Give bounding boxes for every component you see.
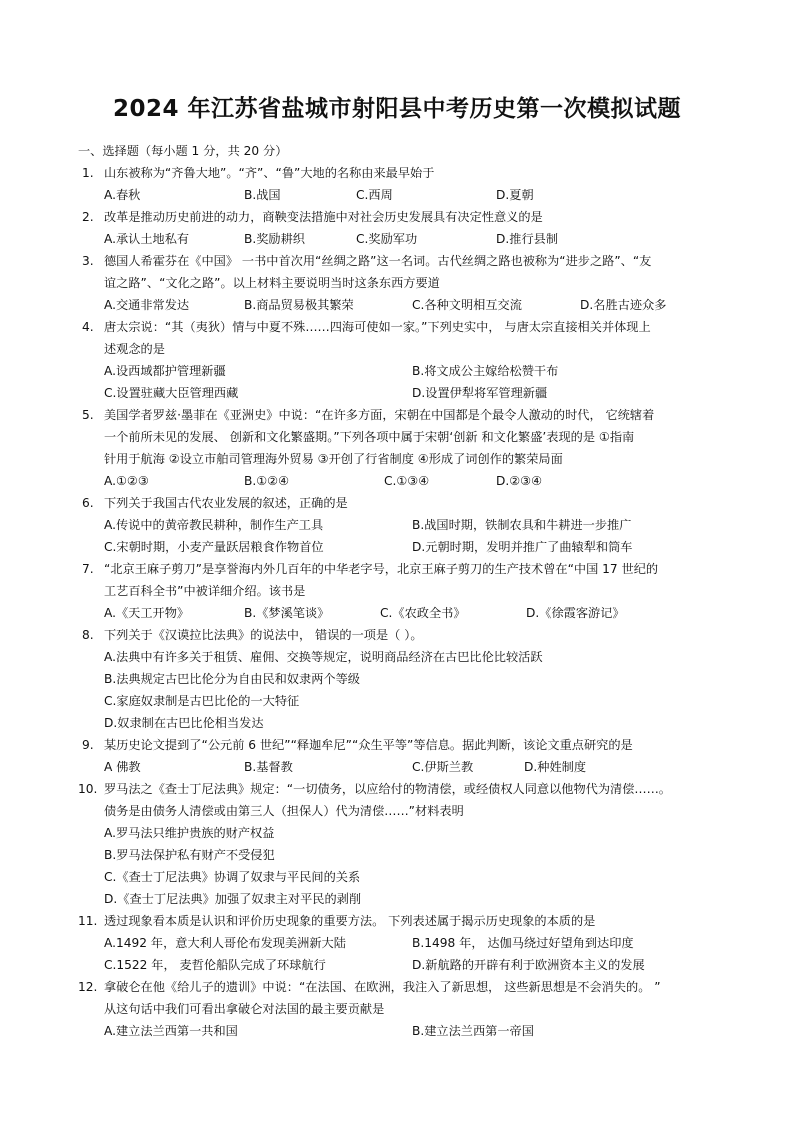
- question-number: 3.: [82, 254, 94, 268]
- page-title: 2024 年江苏省盐城市射阳县中考历史第一次模拟试题: [112, 96, 682, 122]
- question-1: [84, 162, 724, 184]
- options-row: [84, 536, 724, 558]
- question-stem: 下列关于《汉谟拉比法典》的说法中， 错误的一项是（ ）。: [104, 628, 423, 642]
- option-a: A 佛教: [104, 760, 141, 774]
- question-number: 4.: [82, 320, 94, 334]
- question-number: 2.: [82, 210, 94, 224]
- option-c: C.《农政全书》: [380, 606, 466, 620]
- question-stem: 一个前所未见的发展、 创新和文化繁盛期。”下列各项中属于宋朝‘创新 和文化繁盛’表现的是 ①指南: [104, 430, 635, 444]
- question-stem: 美国学者罗兹·墨菲在《亚洲史》中说：“在许多方面，宋朝在中国都是个最令人激动的时代， 它统辖着: [104, 408, 655, 422]
- option-c: C.家庭奴隶制是古巴比伦的一大特征: [104, 694, 300, 708]
- section-heading: 一、选择题（每小题 1 分，共 20 分）: [78, 144, 288, 158]
- option-a: A.①②③: [104, 474, 149, 488]
- option-d: D.设置伊犁将军管理新疆: [412, 386, 548, 400]
- question-2: [84, 206, 724, 228]
- question-8: [84, 624, 724, 646]
- options-row: [84, 514, 724, 536]
- option-a: A.建立法兰西第一共和国: [104, 1024, 238, 1038]
- option-a: A.承认土地私有: [104, 232, 190, 246]
- option-c: C.宋朝时期，小麦产量跃居粮食作物首位: [104, 540, 324, 554]
- options-row: [84, 932, 724, 954]
- option-b: B.建立法兰西第一帝国: [412, 1024, 534, 1038]
- question-stem: 债务是由债务人清偿或由第三人（担保人）代为清偿……”材料表明: [104, 804, 464, 818]
- question-stem: 谊之路”、“文化之路”。以上材料主要说明当时这条东西方要道: [104, 276, 440, 290]
- question-11: [78, 910, 724, 932]
- option-c: C.奖励军功: [356, 232, 418, 246]
- option-c: C.西周: [356, 188, 393, 202]
- options-row: [84, 602, 724, 624]
- question-stem: 从这句话中我们可看出拿破仑对法国的最主要贡献是: [104, 1002, 385, 1016]
- question-stem: “北京王麻子剪刀”是享誉海内外几百年的中华老字号，北京王麻子剪刀的生产技术曾在“中国 17 世纪的: [104, 562, 659, 576]
- question-7: [84, 558, 724, 602]
- options-row: [84, 954, 724, 976]
- question-6: [84, 492, 724, 514]
- option-c: C.①③④: [384, 474, 430, 488]
- question-number: 8.: [82, 628, 94, 642]
- option-b: B.基督教: [244, 760, 293, 774]
- question-stem: 山东被称为“齐鲁大地”。“齐”、“鲁”大地的名称由来最早始于: [104, 166, 435, 180]
- option-a: A.传说中的黄帝教民耕种，制作生产工具: [104, 518, 324, 532]
- option-d: D.推行县制: [496, 232, 559, 246]
- question-list: [78, 140, 724, 1042]
- question-number: 10.: [78, 782, 98, 796]
- option-a: A.《天工开物》: [104, 606, 190, 620]
- question-5: [84, 404, 724, 470]
- options-row: [84, 470, 724, 492]
- question-3: [84, 250, 724, 294]
- question-number: 1.: [82, 166, 94, 180]
- option-a: A.交通非常发达: [104, 298, 190, 312]
- question-stem: 下列关于我国古代农业发展的叙述，正确的是: [104, 496, 348, 510]
- option-a: A.春秋: [104, 188, 141, 202]
- option-c: C.1522 年， 麦哲伦船队完成了环球航行: [104, 958, 326, 972]
- option-d: D.种姓制度: [524, 760, 587, 774]
- option-c: C.设置驻藏大臣管理西藏: [104, 386, 239, 400]
- question-number: 6.: [82, 496, 94, 510]
- options-row: [84, 382, 724, 404]
- question-stem: 唐太宗说：“其（夷狄）情与中夏不殊……四海可使如一家。”下列史实中， 与唐太宗直接相关并体现上: [104, 320, 651, 334]
- question-stem: 述观念的是: [104, 342, 165, 356]
- question-stem: 工艺百科全书”中被详细介绍。该书是: [104, 584, 306, 598]
- option-d: D.奴隶制在古巴比伦相当发达: [104, 716, 264, 730]
- option-d: D.名胜古迹众多: [580, 298, 667, 312]
- question-stem: 德国人希霍芬在《中国》 一书中首次用“丝绸之路”这一名词。古代丝绸之路也被称为“进步之路”、“友: [104, 254, 652, 268]
- option-d: D.《查士丁尼法典》加强了奴隶主对平民的剥削: [104, 892, 362, 906]
- question-stem: 改革是推动历史前进的动力，商鞅变法措施中对社会历史发展具有决定性意义的是: [104, 210, 543, 224]
- option-b: B.战国: [244, 188, 281, 202]
- option-c: C.伊斯兰教: [412, 760, 474, 774]
- options-row: [84, 294, 724, 316]
- option-b: B.奖励耕织: [244, 232, 305, 246]
- option-b: B.罗马法保护私有财产不受侵犯: [104, 848, 275, 862]
- option-d: D.《徐霞客游记》: [526, 606, 625, 620]
- question-stem: 某历史论文提到了“公元前 6 世纪”“释迦牟尼”“众生平等”等信息。据此判断，该论文重点研究的是: [104, 738, 633, 752]
- question-stem: 透过现象看本质是认识和评价历史现象的重要方法。 下列表述属于揭示历史现象的本质的是: [104, 914, 596, 928]
- option-a: A.1492 年，意大利人哥伦布发现美洲新大陆: [104, 936, 346, 950]
- question-number: 11.: [78, 914, 98, 928]
- options-row: [84, 184, 724, 206]
- option-b: B.战国时期，铁制农具和牛耕进一步推广: [412, 518, 632, 532]
- option-b: B.1498 年， 达伽马绕过好望角到达印度: [412, 936, 634, 950]
- question-10: [78, 778, 724, 822]
- option-c: C.各种文明相互交流: [412, 298, 522, 312]
- option-d: D.②③④: [496, 474, 543, 488]
- option-d: D.新航路的开辟有利于欧洲资本主义的发展: [412, 958, 645, 972]
- option-d: D.夏朝: [496, 188, 534, 202]
- option-a: A.设西域都护管理新疆: [104, 364, 226, 378]
- options-row: [84, 228, 724, 250]
- option-b: B.法典规定古巴比伦分为自由民和奴隶两个等级: [104, 672, 360, 686]
- option-a: A.罗马法只维护贵族的财产权益: [104, 826, 275, 840]
- question-stem: 针用于航海 ②设立市舶司管理海外贸易 ③开创了行省制度 ④形成了词创作的繁荣局面: [104, 452, 563, 466]
- option-b: B.①②④: [244, 474, 290, 488]
- question-stem: 罗马法之《查士丁尼法典》规定：“一切债务，以应给付的物清偿，或经债权人同意以他物代为清偿……。: [104, 782, 671, 796]
- option-b: B.将文成公主嫁给松赞干布: [412, 364, 559, 378]
- options-row: [84, 1020, 724, 1042]
- option-a: A.法典中有许多关于租赁、雇佣、交换等规定，说明商品经济在古巴比伦比较活跃: [104, 650, 543, 664]
- option-d: D.元朝时期，发明并推广了曲辕犁和筒车: [412, 540, 633, 554]
- question-number: 12.: [78, 980, 98, 994]
- option-c: C.《查士丁尼法典》协调了奴隶与平民间的关系: [104, 870, 361, 884]
- options-row: [84, 360, 724, 382]
- question-number: 9.: [82, 738, 94, 752]
- question-number: 7.: [82, 562, 94, 576]
- question-4: [84, 316, 724, 360]
- question-9: [84, 734, 724, 756]
- option-b: B.商品贸易极其繁荣: [244, 298, 354, 312]
- option-b: B.《梦溪笔谈》: [244, 606, 330, 620]
- question-number: 5.: [82, 408, 94, 422]
- question-12: [78, 976, 724, 1020]
- question-stem: 拿破仑在他《给儿子的遗训》中说：“在法国、在欧洲，我注入了新思想， 这些新思想是不会消失的。 ”: [104, 980, 661, 994]
- options-row: [84, 756, 724, 778]
